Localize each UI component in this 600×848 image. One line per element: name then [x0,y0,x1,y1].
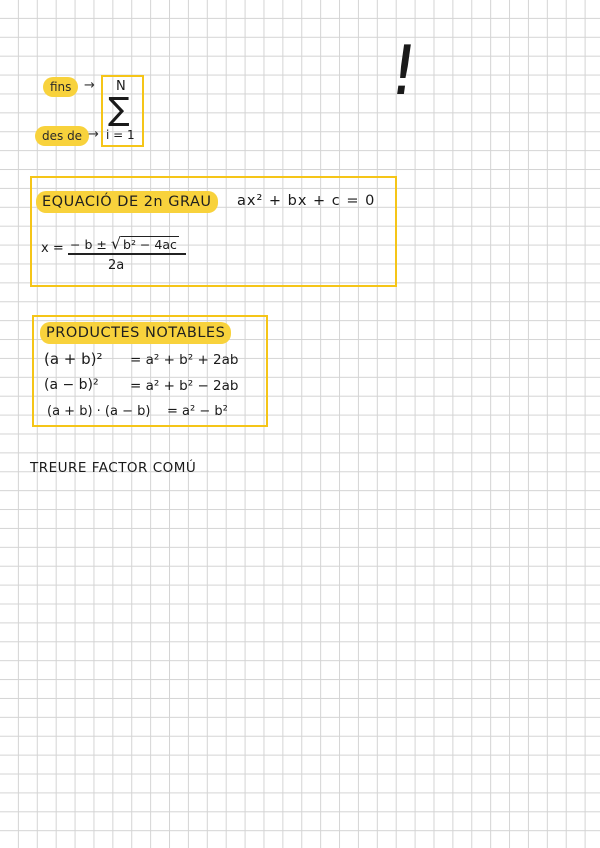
notable-products-box [32,315,268,427]
quadratic-equation-box [30,176,397,287]
product-row-1-lhs: (a + b)² [44,350,103,368]
quadratic-title: EQUACIÓ DE 2n GRAU [36,191,218,213]
numerator-prefix: − b ± [70,237,111,252]
product-row-1-rhs: = a² + b² + 2ab [130,352,239,368]
product-row-2-lhs: (a − b)² [44,377,99,393]
sigma-symbol: ∑ [108,90,130,128]
x-equals-label: x = [41,241,64,256]
upper-arrow: → [84,78,95,93]
product-row-3-rhs: = a² − b² [167,404,228,419]
lower-limit-label: des de [35,126,89,146]
common-factor-heading: TREURE FACTOR COMÚ [30,460,197,476]
formula-denominator: 2a [108,258,125,273]
quadratic-general-form: ax² + bx + c = 0 [237,193,376,209]
formula-numerator [70,234,179,253]
summation-lower-limit: i = 1 [106,128,135,142]
fraction-bar [68,253,186,255]
radical-sign: √ [110,234,122,253]
notable-products-title: PRODUCTES NOTABLES [40,322,231,344]
summation-box [101,75,144,147]
summation-upper-limit: N [116,79,126,94]
lower-arrow: → [88,127,99,142]
radicand: b² − 4ac [123,237,177,252]
upper-limit-label: fins [43,77,78,97]
product-row-2-rhs: = a² + b² − 2ab [130,378,239,394]
product-row-3-lhs: (a + b) · (a − b) [47,404,151,419]
exclamation-mark: ! [384,32,423,111]
